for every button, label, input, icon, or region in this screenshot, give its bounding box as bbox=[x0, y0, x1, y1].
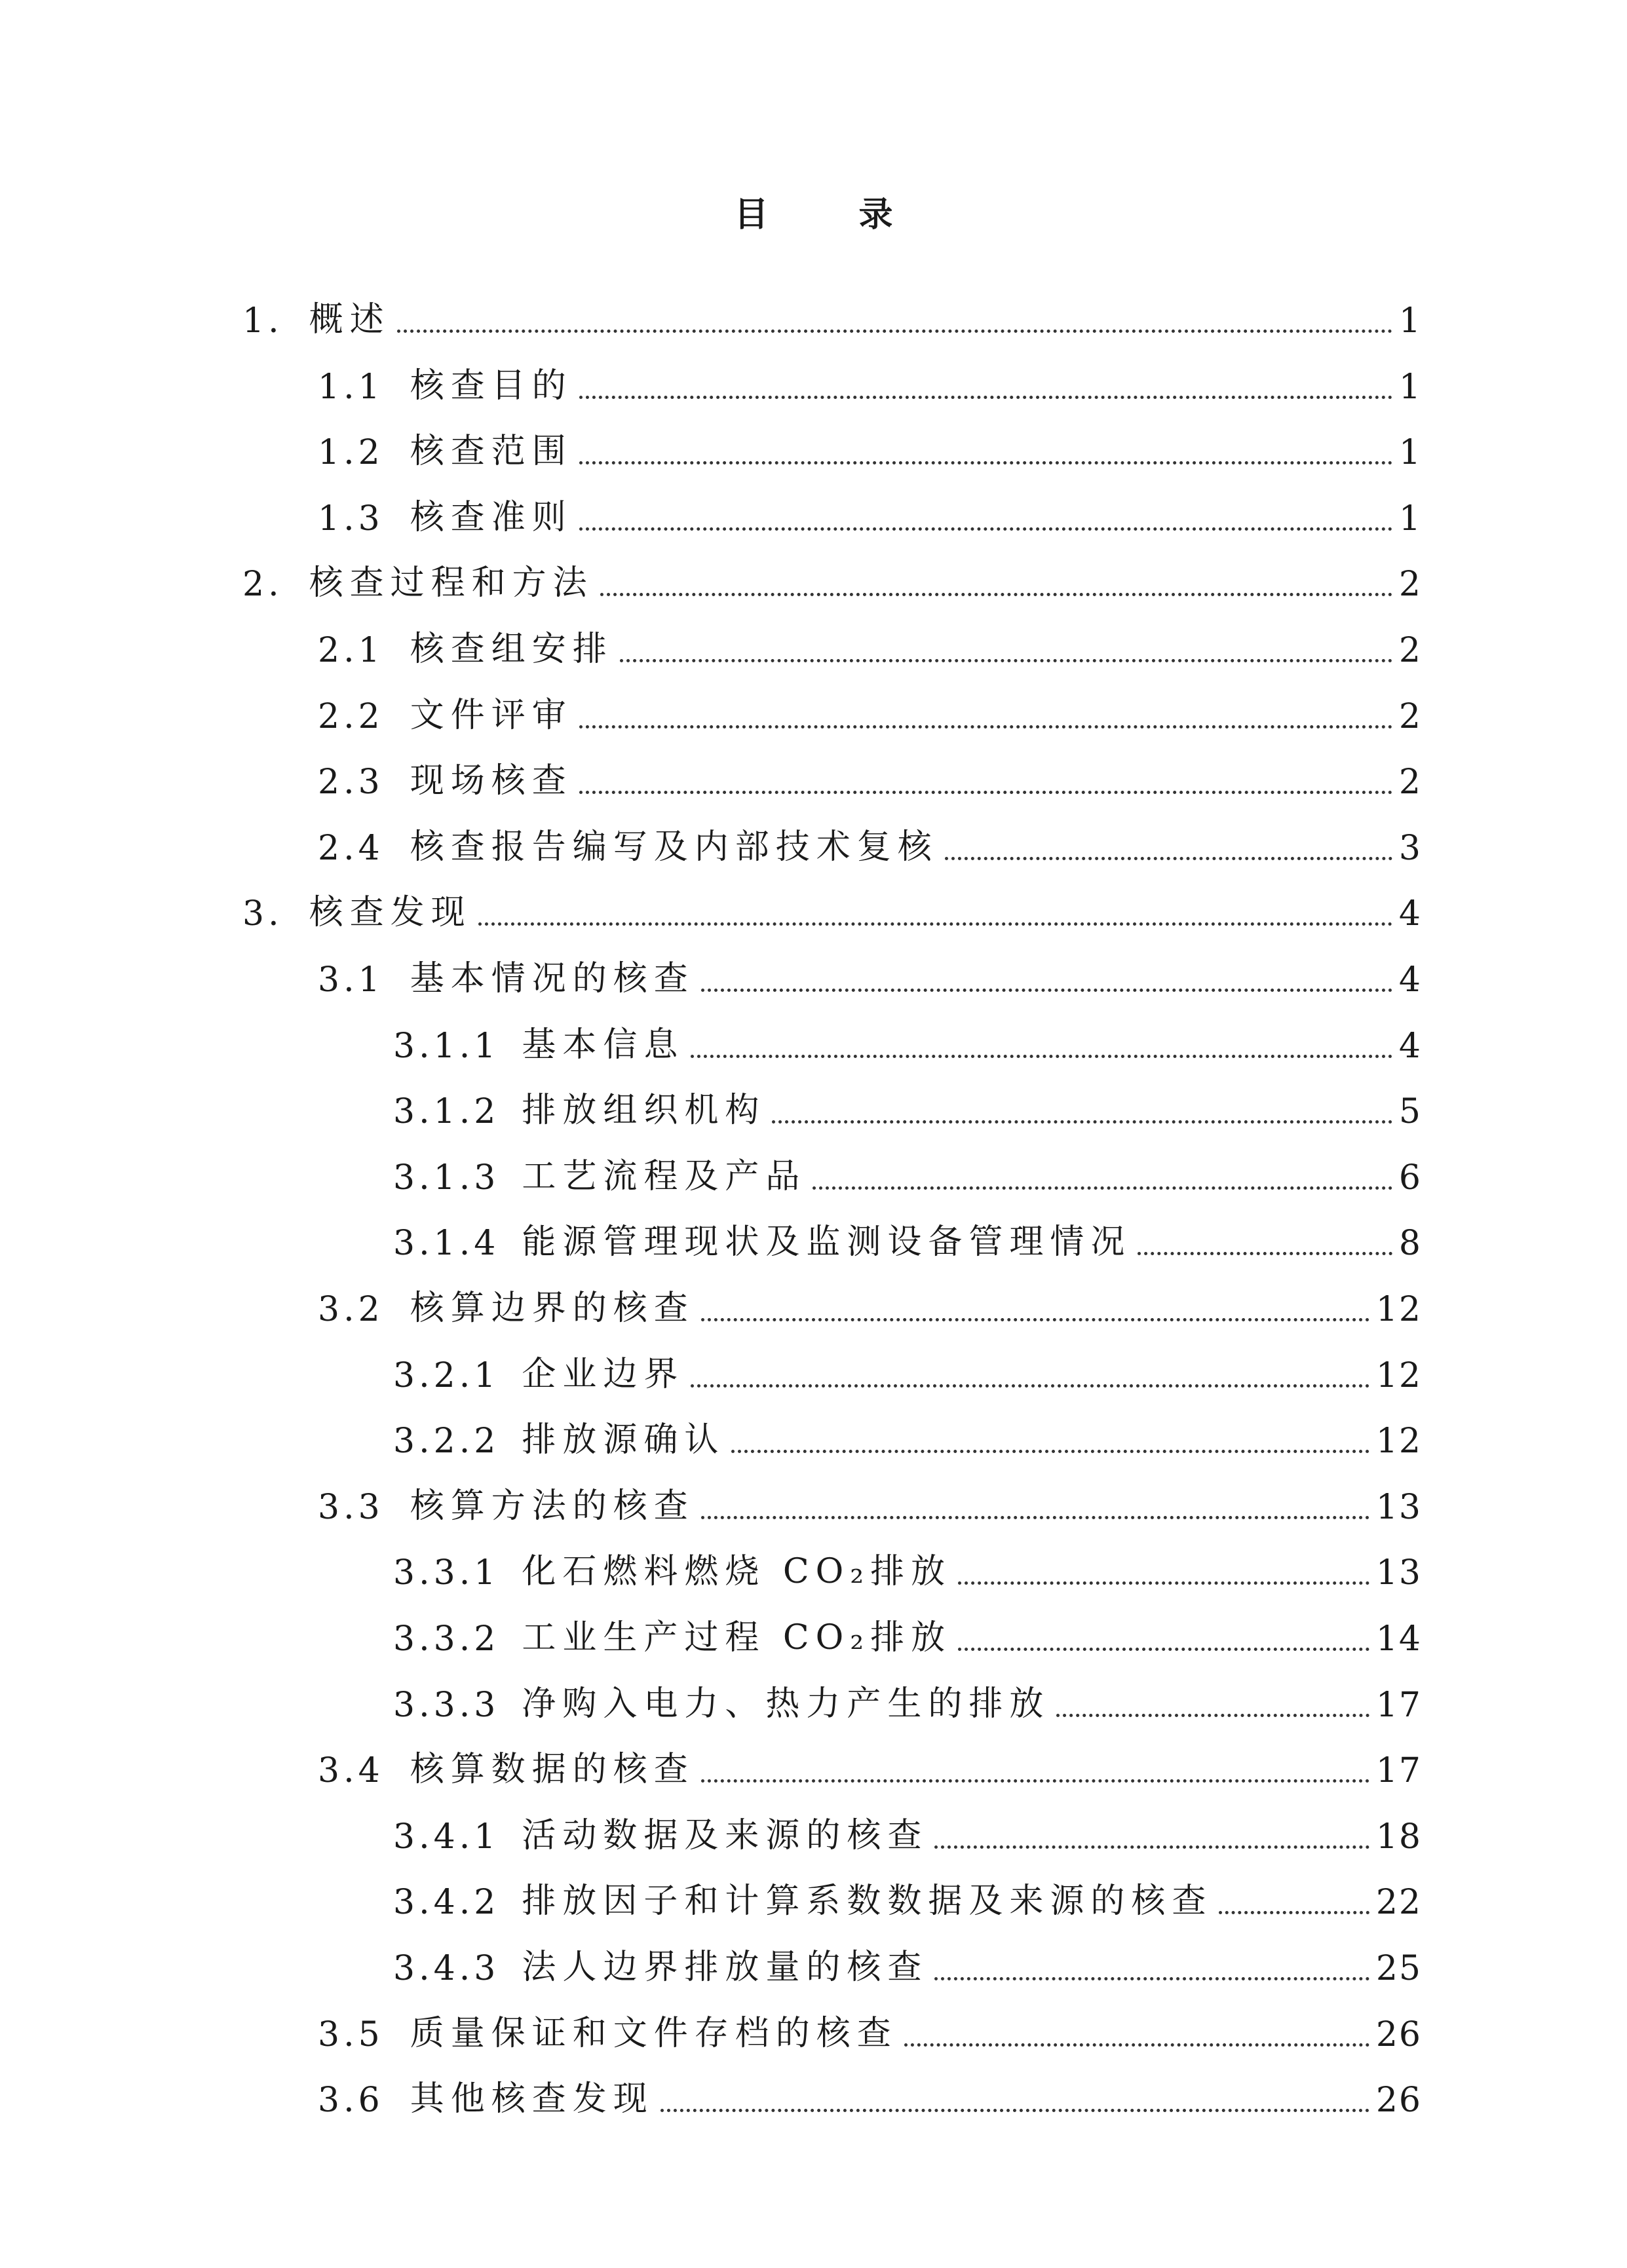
toc-entry-number: 1.3 bbox=[318, 499, 384, 539]
toc-entry-3-3-3[interactable] bbox=[393, 1673, 1422, 1725]
toc-entry-3-4-1[interactable] bbox=[393, 1804, 1422, 1857]
dot-leader bbox=[579, 725, 1392, 728]
toc-entry-number: 2.3 bbox=[318, 763, 384, 803]
toc-entry-page-number: 26 bbox=[1375, 2081, 1422, 2121]
toc-entry-title: 活动数据及来源的核查 bbox=[522, 1815, 928, 1855]
dot-leader bbox=[478, 922, 1392, 926]
toc-entry-2[interactable] bbox=[242, 552, 1422, 604]
dot-leader bbox=[579, 791, 1392, 794]
toc-entry-2-2[interactable] bbox=[318, 684, 1422, 736]
toc-entry-number: 3.2.1 bbox=[393, 1355, 500, 1395]
toc-entry-page-number: 3 bbox=[1398, 828, 1422, 868]
toc-entry-page-number: 2 bbox=[1398, 565, 1422, 605]
toc-entry-3-1[interactable] bbox=[318, 947, 1422, 1000]
dot-leader bbox=[701, 1516, 1369, 1519]
toc-entry-title: 化石燃料燃烧 CO₂排放 bbox=[522, 1552, 952, 1592]
toc-entry-3-3-1[interactable] bbox=[393, 1540, 1422, 1593]
dot-leader bbox=[701, 1779, 1369, 1783]
dot-leader bbox=[1138, 1252, 1392, 1255]
toc-entry-number: 3.1 bbox=[318, 960, 384, 1000]
toc-entry-page-number: 5 bbox=[1398, 1092, 1422, 1132]
toc-entry-number: 2.2 bbox=[318, 696, 384, 736]
dot-leader bbox=[772, 1120, 1392, 1124]
toc-entry-title: 现场核查 bbox=[410, 761, 573, 801]
toc-entry-number: 3.3.1 bbox=[393, 1553, 500, 1593]
toc-entry-number: 2. bbox=[242, 565, 283, 605]
toc-entry-title: 质量保证和文件存档的核查 bbox=[410, 2013, 898, 2053]
toc-entry-3-6[interactable] bbox=[318, 2068, 1422, 2120]
toc-entry-page-number: 1 bbox=[1398, 433, 1422, 473]
toc-entry-page-number: 4 bbox=[1398, 960, 1422, 1000]
dot-leader bbox=[397, 330, 1392, 333]
toc-entry-title: 核查范围 bbox=[410, 432, 573, 472]
dot-leader bbox=[945, 857, 1392, 860]
toc-entry-3-3[interactable] bbox=[318, 1475, 1422, 1527]
toc-entry-number: 3.1.3 bbox=[393, 1158, 500, 1198]
toc-entry-page-number: 2 bbox=[1398, 631, 1422, 670]
page-title: 目 录 bbox=[734, 195, 932, 235]
toc-entry-2-1[interactable] bbox=[318, 618, 1422, 670]
toc-entry-title: 核算数据的核查 bbox=[410, 1750, 695, 1790]
dot-leader bbox=[1219, 1911, 1369, 1914]
dot-leader bbox=[579, 461, 1392, 464]
toc-entry-number: 3.1.2 bbox=[393, 1092, 500, 1132]
toc-entry-2-4[interactable] bbox=[318, 816, 1422, 868]
toc-entry-page-number: 1 bbox=[1398, 499, 1422, 539]
dot-leader bbox=[934, 1845, 1369, 1849]
dot-leader bbox=[660, 2109, 1369, 2112]
toc-entry-number: 2.4 bbox=[318, 828, 384, 868]
toc-entry-page-number: 26 bbox=[1375, 2014, 1422, 2054]
toc-entry-page-number: 1 bbox=[1398, 301, 1422, 341]
toc-entry-page-number: 2 bbox=[1398, 763, 1422, 803]
toc-entry-title: 其他核查发现 bbox=[410, 2079, 654, 2119]
toc-entry-number: 1.1 bbox=[318, 367, 384, 407]
toc-entry-number: 3.4.1 bbox=[393, 1817, 500, 1857]
dot-leader bbox=[691, 1384, 1369, 1388]
dot-leader bbox=[813, 1186, 1392, 1190]
toc-entry-number: 3.2 bbox=[318, 1290, 384, 1329]
toc-entry-page-number: 4 bbox=[1398, 1026, 1422, 1066]
toc-entry-title: 排放组织机构 bbox=[522, 1091, 766, 1131]
toc-entry-page-number: 12 bbox=[1375, 1422, 1422, 1462]
dot-leader bbox=[958, 1581, 1369, 1585]
toc-entry-number: 3.3 bbox=[318, 1487, 384, 1527]
toc-entry-title: 核查报告编写及内部技术复核 bbox=[410, 827, 938, 867]
toc-entry-3-1-1[interactable] bbox=[393, 1013, 1422, 1066]
toc-entry-3-4-2[interactable] bbox=[393, 1870, 1422, 1922]
toc-entry-title: 核查准则 bbox=[410, 497, 573, 537]
toc-entry-page-number: 12 bbox=[1375, 1290, 1422, 1329]
toc-entry-number: 2.1 bbox=[318, 631, 384, 670]
toc-entry-2-3[interactable] bbox=[318, 749, 1422, 802]
toc-entry-number: 3.4 bbox=[318, 1751, 384, 1791]
toc-entry-3-4[interactable] bbox=[318, 1738, 1422, 1790]
toc-entry-page-number: 18 bbox=[1375, 1817, 1422, 1857]
toc-entry-title: 排放源确认 bbox=[522, 1420, 725, 1460]
toc-entry-page-number: 13 bbox=[1375, 1553, 1422, 1593]
toc-entry-title: 核查组安排 bbox=[410, 630, 613, 669]
dot-leader bbox=[904, 2043, 1369, 2047]
dot-leader bbox=[600, 593, 1392, 596]
toc-entry-number: 3.5 bbox=[318, 2014, 384, 2054]
dot-leader bbox=[691, 1055, 1392, 1058]
toc-entry-title: 概述 bbox=[309, 300, 391, 339]
toc-entry-number: 3.6 bbox=[318, 2081, 384, 2121]
toc-entry-page-number: 17 bbox=[1375, 1751, 1422, 1791]
toc-entry-page-number: 1 bbox=[1398, 367, 1422, 407]
toc-entry-3-5[interactable] bbox=[318, 2002, 1422, 2054]
toc-entry-title: 法人边界排放量的核查 bbox=[522, 1948, 928, 1987]
dot-leader bbox=[701, 989, 1392, 992]
toc-entry-1-2[interactable] bbox=[318, 420, 1422, 472]
dot-leader bbox=[701, 1318, 1369, 1321]
toc-entry-number: 1.2 bbox=[318, 433, 384, 473]
toc-entry-page-number: 12 bbox=[1375, 1355, 1422, 1395]
toc-entry-title: 排放因子和计算系数数据及来源的核查 bbox=[522, 1881, 1213, 1921]
toc-entry-title: 基本情况的核查 bbox=[410, 959, 695, 998]
toc-entry-3-2-2[interactable] bbox=[393, 1408, 1422, 1461]
toc-entry-title: 核算方法的核查 bbox=[410, 1486, 695, 1526]
toc-entry-number: 3.3.3 bbox=[393, 1685, 500, 1725]
dot-leader bbox=[731, 1450, 1369, 1453]
toc-entry-title: 基本信息 bbox=[522, 1025, 685, 1065]
toc-entry-number: 1. bbox=[242, 301, 283, 341]
dot-leader bbox=[579, 527, 1392, 531]
toc-entry-3-1-3[interactable] bbox=[393, 1145, 1422, 1198]
toc-entry-page-number: 13 bbox=[1375, 1487, 1422, 1527]
toc-entry-title: 工艺流程及产品 bbox=[522, 1156, 807, 1196]
toc-entry-number: 3.4.3 bbox=[393, 1949, 500, 1988]
toc-entry-title: 核查发现 bbox=[309, 893, 472, 933]
toc-entry-number: 3. bbox=[242, 894, 283, 934]
dot-leader bbox=[1056, 1714, 1369, 1717]
dot-leader bbox=[958, 1648, 1369, 1651]
toc-entry-1-3[interactable] bbox=[318, 486, 1422, 539]
toc-entry-title: 核算边界的核查 bbox=[410, 1289, 695, 1328]
toc-entry-number: 3.1.1 bbox=[393, 1026, 500, 1066]
toc-entry-page-number: 17 bbox=[1375, 1685, 1422, 1725]
toc-entry-1-1[interactable] bbox=[318, 354, 1422, 407]
toc-entry-3-1-2[interactable] bbox=[393, 1079, 1422, 1131]
dot-leader bbox=[620, 659, 1392, 662]
toc-entry-number: 3.4.2 bbox=[393, 1883, 500, 1923]
dot-leader bbox=[579, 396, 1392, 399]
toc-entry-number: 3.2.2 bbox=[393, 1422, 500, 1462]
toc-entry-3-1-4[interactable] bbox=[393, 1211, 1422, 1263]
toc-entry-title: 能源管理现状及监测设备管理情况 bbox=[522, 1222, 1132, 1262]
toc-entry-page-number: 6 bbox=[1398, 1158, 1422, 1198]
dot-leader bbox=[934, 1977, 1369, 1980]
toc-entry-page-number: 14 bbox=[1375, 1619, 1422, 1659]
toc-entry-title: 核查目的 bbox=[410, 366, 573, 406]
toc-entry-3-2-1[interactable] bbox=[393, 1343, 1422, 1395]
toc-entry-page-number: 8 bbox=[1398, 1224, 1422, 1264]
red-seal-stamp bbox=[1599, 295, 1627, 596]
toc-entry-3-4-3[interactable] bbox=[393, 1936, 1422, 1988]
toc-entry-number: 3.3.2 bbox=[393, 1619, 500, 1659]
toc-entry-page-number: 4 bbox=[1398, 894, 1422, 934]
toc-entry-page-number: 2 bbox=[1398, 696, 1422, 736]
toc-entry-1[interactable] bbox=[242, 288, 1422, 341]
toc-entry-3-3-2[interactable] bbox=[393, 1606, 1422, 1659]
toc-entry-title: 文件评审 bbox=[410, 695, 573, 735]
toc-entry-3-2[interactable] bbox=[318, 1277, 1422, 1329]
toc-entry-title: 企业边界 bbox=[522, 1354, 685, 1394]
toc-entry-number: 3.1.4 bbox=[393, 1224, 500, 1264]
toc-entry-page-number: 22 bbox=[1375, 1883, 1422, 1923]
toc-entry-title: 工业生产过程 CO₂排放 bbox=[522, 1618, 952, 1657]
toc-entry-title: 净购入电力、热力产生的排放 bbox=[522, 1684, 1050, 1724]
toc-entry-title: 核查过程和方法 bbox=[309, 563, 594, 603]
toc-entry-3[interactable] bbox=[242, 881, 1422, 934]
toc-entry-page-number: 25 bbox=[1375, 1949, 1422, 1988]
